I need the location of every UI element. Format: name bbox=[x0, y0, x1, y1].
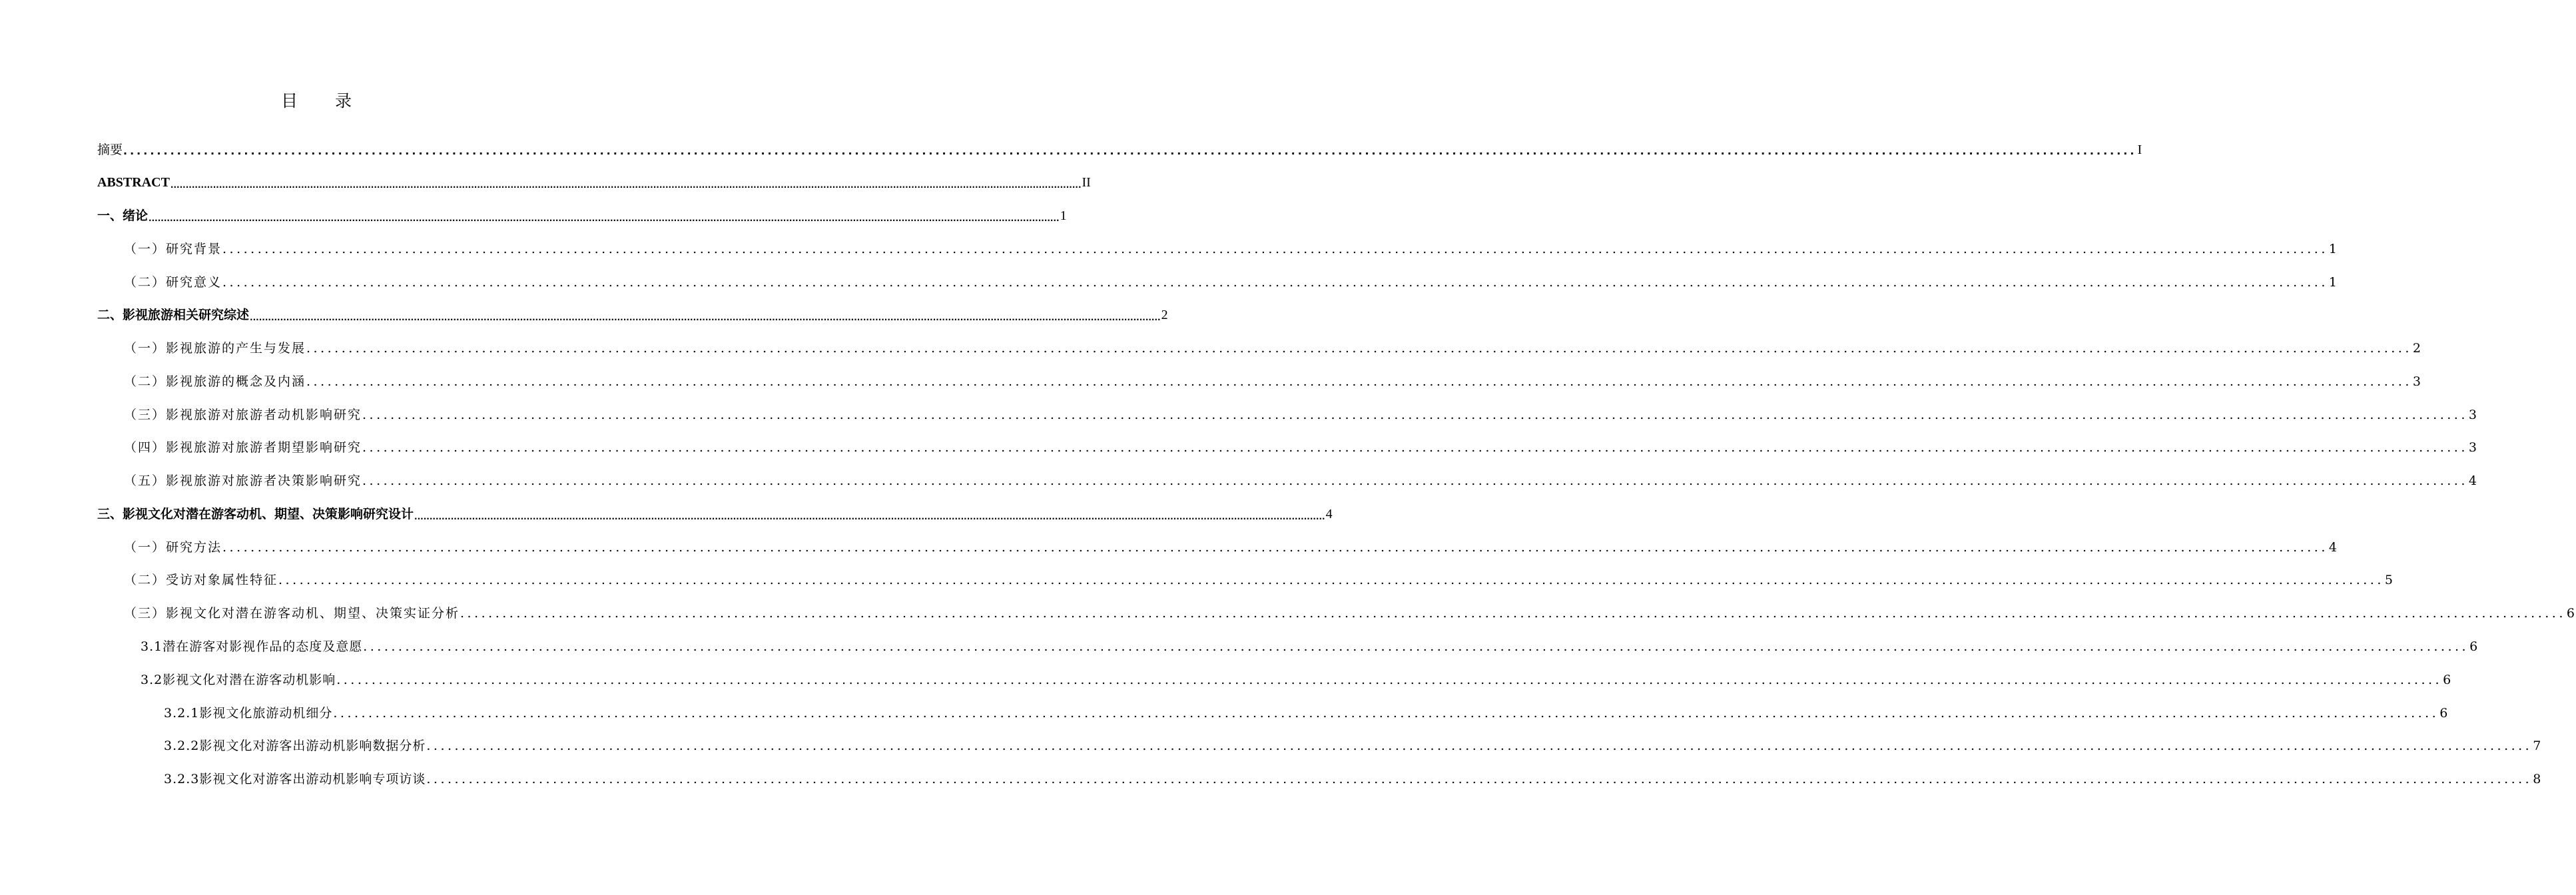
toc-entry-page: 4 bbox=[2468, 473, 2478, 488]
dot-leader: ............................................................................................................................................................................................................................................................................................................ bbox=[426, 772, 2533, 786]
dot-leader: ............................................................................................................................................................................................................................................................................................................ bbox=[170, 180, 1082, 190]
dot-leader: ............................................................................................................................................................................................................................................................................................................ bbox=[278, 573, 2384, 587]
toc-entry-label: 3.2.1影视文化旅游动机细分 bbox=[164, 706, 333, 721]
toc-entry-section[interactable] bbox=[124, 406, 2478, 424]
dot-leader: ............................................................................................................................................................................................................................................................................................................ bbox=[306, 374, 2412, 389]
toc-entry-page: 6 bbox=[2439, 706, 2449, 721]
toc-entry-page: 5 bbox=[2384, 573, 2394, 587]
toc-entry-page: 7 bbox=[2533, 739, 2542, 753]
toc-entry-page: 4 bbox=[1325, 507, 1333, 521]
dot-leader: ............................................................................................................................................................................................................................................................................................................ bbox=[222, 242, 2328, 256]
toc-entry-label: ABSTRACT bbox=[97, 175, 170, 190]
dot-leader: ............................................................................................................................................................................................................................................................................................................ bbox=[250, 313, 1161, 322]
dot-leader: ............................................................................................................................................................................................................................................................................................................ bbox=[362, 408, 2468, 422]
toc-entry-section[interactable] bbox=[124, 571, 2394, 589]
dot-leader: ............................................................................................................................................................................................................................................................................................................ bbox=[362, 473, 2468, 488]
toc-entry-abstract-cn[interactable] bbox=[97, 141, 2142, 159]
toc-entry-page: 2 bbox=[2412, 341, 2422, 356]
toc-entry-label: （三）影视文化对潜在游客动机、期望、决策实证分析 bbox=[124, 606, 460, 621]
toc-entry-page: II bbox=[1082, 175, 1091, 190]
toc-entry-number: 三、 bbox=[97, 507, 123, 521]
dot-leader: ............................................................................................................................................................................................................................................................................................................ bbox=[363, 639, 2469, 654]
toc-entry-label: （一）研究背景 bbox=[124, 242, 222, 256]
toc-entry-section[interactable] bbox=[124, 339, 2422, 358]
toc-entry-label: （二）研究意义 bbox=[124, 275, 222, 290]
toc-entry-subsubsection[interactable] bbox=[164, 770, 2542, 788]
dot-leader: ............................................................................................................................................................................................................................................................................................................ bbox=[460, 606, 2566, 621]
toc-entry-label: 影视旅游相关研究综述 bbox=[123, 308, 250, 322]
toc-entry-subsubsection[interactable] bbox=[164, 704, 2449, 723]
dot-leader: ............................................................................................................................................................................................................................................................................................................ bbox=[306, 341, 2412, 356]
toc-entry-label: （二）受访对象属性特征 bbox=[124, 573, 278, 587]
dot-leader: ............................................................................................................................................................................................................................................................................................................ bbox=[333, 706, 2439, 721]
dot-leader: ............................................................................................................................................................................................................................................................................................................ bbox=[123, 145, 2137, 157]
toc-entry-label: （一）影视旅游的产生与发展 bbox=[124, 341, 306, 356]
dot-leader: ............................................................................................................................................................................................................................................................................................................ bbox=[222, 540, 2328, 555]
toc-entry-page: 3 bbox=[2468, 408, 2478, 422]
dot-leader: ............................................................................................................................................................................................................................................................................................................ bbox=[414, 512, 1325, 521]
toc-entry-page: I bbox=[2137, 143, 2142, 157]
toc-entry-section[interactable] bbox=[124, 538, 2338, 557]
toc-entry-subsubsection[interactable] bbox=[164, 737, 2542, 755]
toc-entry-page: 1 bbox=[2328, 275, 2338, 290]
toc-entry-section[interactable] bbox=[124, 604, 2576, 623]
toc-entry-chapter-1[interactable] bbox=[97, 206, 1067, 225]
toc-entry-page: 8 bbox=[2533, 772, 2542, 786]
toc-entry-page: 6 bbox=[2566, 606, 2576, 621]
toc-entry-subsection[interactable] bbox=[141, 637, 2479, 656]
toc-entry-section[interactable] bbox=[124, 471, 2478, 490]
toc-entry-section[interactable] bbox=[124, 240, 2338, 258]
dot-leader: ............................................................................................................................................................................................................................................................................................................ bbox=[362, 440, 2468, 455]
toc-entry-label: 3.2.2影视文化对游客出游动机影响数据分析 bbox=[164, 739, 426, 753]
toc-entry-label: 3.2.3影视文化对游客出游动机影响专项访谈 bbox=[164, 772, 426, 786]
dot-leader: ............................................................................................................................................................................................................................................................................................................ bbox=[336, 673, 2443, 687]
toc-entry-section[interactable] bbox=[124, 438, 2478, 457]
dot-leader: ............................................................................................................................................................................................................................................................................................................ bbox=[426, 739, 2533, 753]
toc-entry-number: 一、 bbox=[97, 208, 123, 223]
toc-entry-number: 二、 bbox=[97, 308, 123, 322]
toc-entry-page: 2 bbox=[1161, 308, 1168, 322]
toc-entry-label: （二）影视旅游的概念及内涵 bbox=[124, 374, 306, 389]
toc-entry-label: （三）影视旅游对旅游者动机影响研究 bbox=[124, 408, 362, 422]
toc-entry-page: 3 bbox=[2412, 374, 2422, 389]
toc-entry-label: 影视文化对潜在游客动机、期望、决策影响研究设计 bbox=[123, 507, 414, 521]
toc-entry-page: 1 bbox=[1060, 208, 1067, 223]
toc-title: 目 录 bbox=[281, 91, 368, 111]
toc-entry-label: （一）研究方法 bbox=[124, 540, 222, 555]
toc-entry-label: 3.2影视文化对潜在游客动机影响 bbox=[141, 673, 336, 687]
toc-entry-page: 1 bbox=[2328, 242, 2338, 256]
toc-entry-subsection[interactable] bbox=[141, 671, 2452, 689]
toc-entry-label: 3.1潜在游客对影视作品的态度及意愿 bbox=[141, 639, 363, 654]
toc-entry-chapter-2[interactable] bbox=[97, 306, 1168, 324]
toc-entry-label: （五）影视旅游对旅游者决策影响研究 bbox=[124, 473, 362, 488]
toc-entry-page: 6 bbox=[2443, 673, 2452, 687]
toc-entry-section[interactable] bbox=[124, 273, 2338, 292]
toc-entry-label: （四）影视旅游对旅游者期望影响研究 bbox=[124, 440, 362, 455]
toc-entry-page: 3 bbox=[2468, 440, 2478, 455]
toc-entry-section[interactable] bbox=[124, 372, 2422, 391]
toc-entry-label: 摘要 bbox=[97, 143, 123, 157]
toc-entry-abstract-en[interactable] bbox=[97, 173, 1091, 192]
toc-entry-label: 绪论 bbox=[123, 208, 149, 223]
dot-leader: ............................................................................................................................................................................................................................................................................................................ bbox=[222, 275, 2328, 290]
toc-entry-chapter-3[interactable] bbox=[97, 505, 1333, 523]
toc-entry-page: 6 bbox=[2469, 639, 2479, 654]
dot-leader: ............................................................................................................................................................................................................................................................................................................ bbox=[149, 214, 1060, 223]
toc-entry-page: 4 bbox=[2328, 540, 2338, 555]
